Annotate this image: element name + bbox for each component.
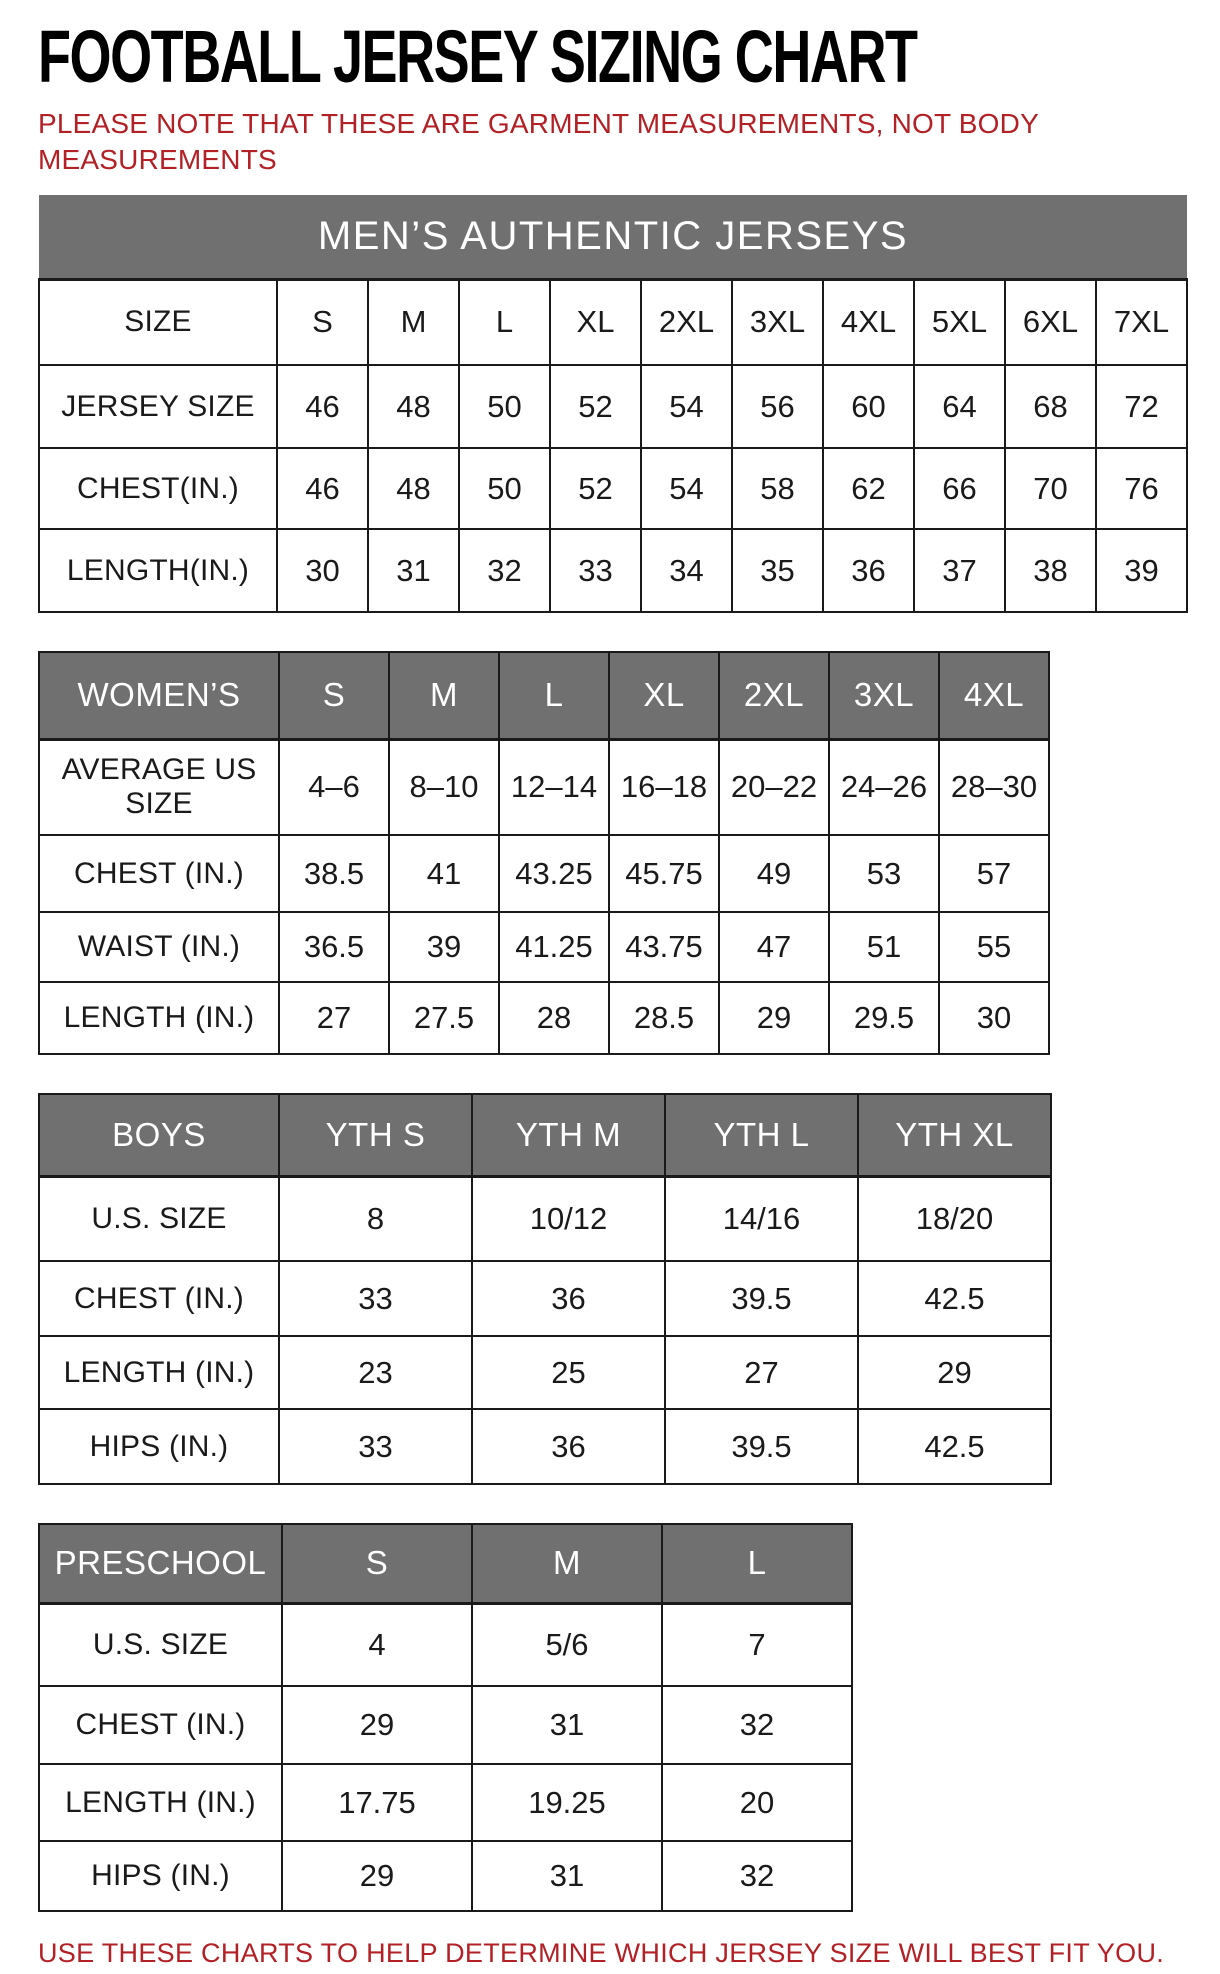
table-cell: 76 <box>1096 448 1187 529</box>
table-cell: 33 <box>550 529 641 612</box>
table-cell: 31 <box>472 1686 662 1764</box>
table-cell: 36.5 <box>279 912 389 982</box>
table-cell: 39 <box>1096 529 1187 612</box>
table-cell: L <box>459 279 550 365</box>
row-label: CHEST (IN.) <box>39 1261 279 1336</box>
column-header: XL <box>609 652 719 739</box>
table-cell: 52 <box>550 365 641 448</box>
column-header: 2XL <box>719 652 829 739</box>
table-cell: 41.25 <box>499 912 609 982</box>
row-label: LENGTH (IN.) <box>39 1764 282 1841</box>
column-header: S <box>282 1524 472 1603</box>
table-cell: 29 <box>282 1841 472 1911</box>
column-header: 4XL <box>939 652 1049 739</box>
table-cell: 62 <box>823 448 914 529</box>
row-label: CHEST (IN.) <box>39 835 279 912</box>
table-cell: 6XL <box>1005 279 1096 365</box>
table-cell: 8 <box>279 1176 472 1261</box>
column-header: M <box>472 1524 662 1603</box>
table-cell: 37 <box>914 529 1005 612</box>
table-cell: 46 <box>277 365 368 448</box>
table-cell: 29 <box>719 982 829 1054</box>
garment-note-line1: PLEASE NOTE THAT THESE ARE GARMENT MEASUREMENTS, NOT BODY <box>38 108 1039 139</box>
garment-measurements-note <box>38 106 1220 178</box>
table-cell: 54 <box>641 448 732 529</box>
table-cell: 27.5 <box>389 982 499 1054</box>
size-tables <box>38 195 1220 1912</box>
table-cell: 58 <box>732 448 823 529</box>
row-label: HIPS (IN.) <box>39 1409 279 1484</box>
table-cell: 50 <box>459 448 550 529</box>
row-label: CHEST (IN.) <box>39 1686 282 1764</box>
table-cell: 70 <box>1005 448 1096 529</box>
table-cell: 66 <box>914 448 1005 529</box>
table-cell: 33 <box>279 1409 472 1484</box>
row-label: HIPS (IN.) <box>39 1841 282 1911</box>
column-header: YTH L <box>665 1094 858 1176</box>
table-cell: 42.5 <box>858 1409 1051 1484</box>
garment-note-line2: MEASUREMENTS <box>38 144 277 175</box>
row-label: SIZE <box>39 279 277 365</box>
table-cell: 32 <box>662 1841 852 1911</box>
row-label: WAIST (IN.) <box>39 912 279 982</box>
table-cell: 3XL <box>732 279 823 365</box>
column-header: 3XL <box>829 652 939 739</box>
table-cell: 38.5 <box>279 835 389 912</box>
table-cell: 32 <box>662 1686 852 1764</box>
table-cell: 28–30 <box>939 739 1049 835</box>
table-cell: 18/20 <box>858 1176 1051 1261</box>
table-cell: 30 <box>939 982 1049 1054</box>
table-cell: 52 <box>550 448 641 529</box>
table-cell: 39.5 <box>665 1409 858 1484</box>
table-cell: 29 <box>282 1686 472 1764</box>
column-header: YTH XL <box>858 1094 1051 1176</box>
table-cell: M <box>368 279 459 365</box>
table-cell: 2XL <box>641 279 732 365</box>
table-cell: 17.75 <box>282 1764 472 1841</box>
table-cell: 49 <box>719 835 829 912</box>
row-label: AVERAGE US SIZE <box>39 739 279 835</box>
mens-authentic-jerseys-table <box>38 195 1188 613</box>
column-header: L <box>662 1524 852 1603</box>
table-cell: 32 <box>459 529 550 612</box>
table-cell: 19.25 <box>472 1764 662 1841</box>
page-title: FOOTBALL JERSEY SIZING CHART <box>38 15 917 98</box>
table-cell: 29.5 <box>829 982 939 1054</box>
table-cell: 35 <box>732 529 823 612</box>
table-cell: 48 <box>368 448 459 529</box>
table-cell: 39.5 <box>665 1261 858 1336</box>
table-cell: 53 <box>829 835 939 912</box>
table-cell: 4XL <box>823 279 914 365</box>
table-cell: 38 <box>1005 529 1096 612</box>
table-cell: 42.5 <box>858 1261 1051 1336</box>
table-cell: 48 <box>368 365 459 448</box>
table-cell: 29 <box>858 1336 1051 1409</box>
table-cell: 31 <box>368 529 459 612</box>
table-cell: 34 <box>641 529 732 612</box>
table-cell: 4–6 <box>279 739 389 835</box>
row-label: JERSEY SIZE <box>39 365 277 448</box>
table-cell: 36 <box>823 529 914 612</box>
table-cell: 7 <box>662 1603 852 1686</box>
table-cell: 43.75 <box>609 912 719 982</box>
table-cell: 20 <box>662 1764 852 1841</box>
table-header-label: PRESCHOOL <box>39 1524 282 1603</box>
column-header: S <box>279 652 389 739</box>
table-cell: 36 <box>472 1409 665 1484</box>
table-cell: 8–10 <box>389 739 499 835</box>
table-cell: 60 <box>823 365 914 448</box>
table-cell: 36 <box>472 1261 665 1336</box>
table-header-label: WOMEN’S <box>39 652 279 739</box>
table-cell: 12–14 <box>499 739 609 835</box>
table-cell: 50 <box>459 365 550 448</box>
row-label: U.S. SIZE <box>39 1176 279 1261</box>
column-header: YTH S <box>279 1094 472 1176</box>
table-cell: 28 <box>499 982 609 1054</box>
boys-sizing-table <box>38 1093 1052 1485</box>
table-header-label: BOYS <box>39 1094 279 1176</box>
table-cell: 45.75 <box>609 835 719 912</box>
table-cell: 27 <box>665 1336 858 1409</box>
row-label: LENGTH (IN.) <box>39 1336 279 1409</box>
table-cell: 5/6 <box>472 1603 662 1686</box>
table-cell: 30 <box>277 529 368 612</box>
table-cell: 4 <box>282 1603 472 1686</box>
row-label: CHEST(IN.) <box>39 448 277 529</box>
table-cell: 54 <box>641 365 732 448</box>
table-cell: 43.25 <box>499 835 609 912</box>
table-cell: 16–18 <box>609 739 719 835</box>
table-cell: 24–26 <box>829 739 939 835</box>
table-cell: 55 <box>939 912 1049 982</box>
preschool-sizing-table <box>38 1523 853 1912</box>
table-cell: 68 <box>1005 365 1096 448</box>
table-cell: 14/16 <box>665 1176 858 1261</box>
table-banner: MEN’S AUTHENTIC JERSEYS <box>39 195 1187 279</box>
row-label: LENGTH(IN.) <box>39 529 277 612</box>
table-cell: XL <box>550 279 641 365</box>
table-cell: 47 <box>719 912 829 982</box>
table-cell: 28.5 <box>609 982 719 1054</box>
column-header: L <box>499 652 609 739</box>
row-label: U.S. SIZE <box>39 1603 282 1686</box>
table-cell: 57 <box>939 835 1049 912</box>
column-header: M <box>389 652 499 739</box>
table-cell: 56 <box>732 365 823 448</box>
table-cell: 25 <box>472 1336 665 1409</box>
table-cell: 23 <box>279 1336 472 1409</box>
row-label: LENGTH (IN.) <box>39 982 279 1054</box>
footer-note: USE THESE CHARTS TO HELP DETERMINE WHICH JERSEY SIZE WILL BEST FIT YOU. <box>38 1938 1165 1968</box>
table-cell: 41 <box>389 835 499 912</box>
column-header: YTH M <box>472 1094 665 1176</box>
table-cell: 39 <box>389 912 499 982</box>
table-cell: 20–22 <box>719 739 829 835</box>
table-cell: 64 <box>914 365 1005 448</box>
table-cell: 72 <box>1096 365 1187 448</box>
table-cell: 10/12 <box>472 1176 665 1261</box>
table-cell: 51 <box>829 912 939 982</box>
table-cell: 31 <box>472 1841 662 1911</box>
table-cell: S <box>277 279 368 365</box>
table-cell: 27 <box>279 982 389 1054</box>
table-cell: 5XL <box>914 279 1005 365</box>
table-cell: 33 <box>279 1261 472 1336</box>
table-cell: 7XL <box>1096 279 1187 365</box>
table-cell: 46 <box>277 448 368 529</box>
womens-sizing-table <box>38 651 1050 1055</box>
